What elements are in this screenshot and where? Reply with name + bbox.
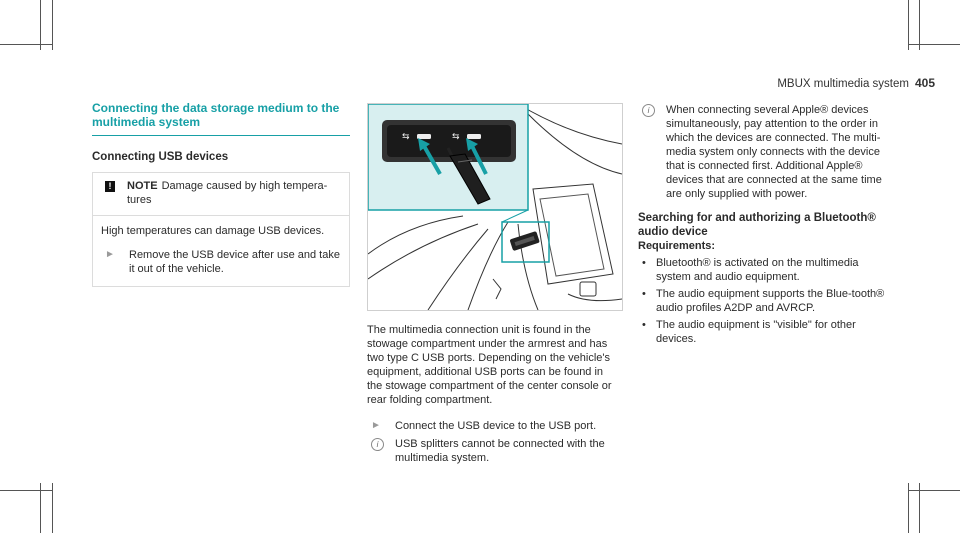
connect-step: ► Connect the USB device to the USB port. (367, 419, 621, 433)
crop-mark (908, 44, 960, 45)
crop-mark (40, 483, 41, 533)
requirement-item: • Bluetooth® is activated on the multimedia system and audio equipment. (642, 257, 859, 283)
crop-mark (52, 0, 53, 50)
header-title: MBUX multimedia system (777, 78, 909, 90)
crop-mark (908, 0, 909, 50)
usb-port-illustration (367, 103, 623, 311)
usb-splitter-info: i USB splitters cannot be connected with the multimedia system. (367, 437, 621, 465)
arrow-right-icon: ► (371, 420, 381, 431)
crop-mark (0, 490, 52, 491)
armrest-illustration (368, 104, 622, 310)
crop-mark (919, 0, 920, 50)
page-header (777, 76, 935, 90)
note-header (93, 173, 349, 216)
column-middle (367, 103, 621, 465)
note-step: ► Remove the USB device after use and take it out of the vehicle. (101, 248, 341, 276)
note-box (92, 172, 350, 287)
svg-text:⇆: ⇆ (452, 132, 460, 142)
info-icon: i (371, 438, 384, 451)
crop-mark (908, 490, 960, 491)
subheading-bluetooth: Searching for and authorizing a Bluetooth® audio device (638, 212, 876, 238)
crop-mark (908, 483, 909, 533)
crop-mark (40, 0, 41, 50)
subheading-usb: Connecting USB devices (92, 151, 229, 163)
warning-icon: ! (105, 181, 115, 192)
crop-mark (52, 483, 53, 533)
section-title: Connecting the data storage medium to the multimedia system (92, 101, 350, 136)
note-text: High temperatures can damage USB devices. (101, 225, 325, 237)
page-number: 405 (914, 76, 935, 90)
crop-mark (0, 44, 52, 45)
requirement-item: • The audio equipment supports the Blue-tooth® audio profiles A2DP and AVRCP. (642, 288, 885, 314)
connection-unit-text: The multimedia connection unit is found in the stowage compartment under the armrest and has two type C USB ports. Depending on the vehicle's equipment, additional USB ports can be found in the stowage compartment of the center console or rear folding compartment. (367, 324, 612, 406)
column-right (638, 103, 888, 346)
note-label: NOTE (127, 180, 158, 192)
column-left (92, 101, 350, 287)
apple-devices-info: i When connecting several Apple® devices simultaneously, pay attention to the order in which the devices are connected. The multi-media system only connects with the device that is connected first. Additional Apple® devices that are connected at the same time are only supplied with power. (638, 103, 888, 201)
note-title: Damage caused by high tempera-tures (127, 180, 328, 206)
info-icon: i (642, 104, 655, 117)
arrow-right-icon: ► (105, 249, 115, 260)
svg-text:⇆: ⇆ (402, 132, 410, 142)
requirement-item: • The audio equipment is "visible" for other devices. (642, 319, 856, 345)
crop-mark (919, 483, 920, 533)
note-body (93, 216, 349, 286)
requirements-label: Requirements: (638, 240, 716, 252)
